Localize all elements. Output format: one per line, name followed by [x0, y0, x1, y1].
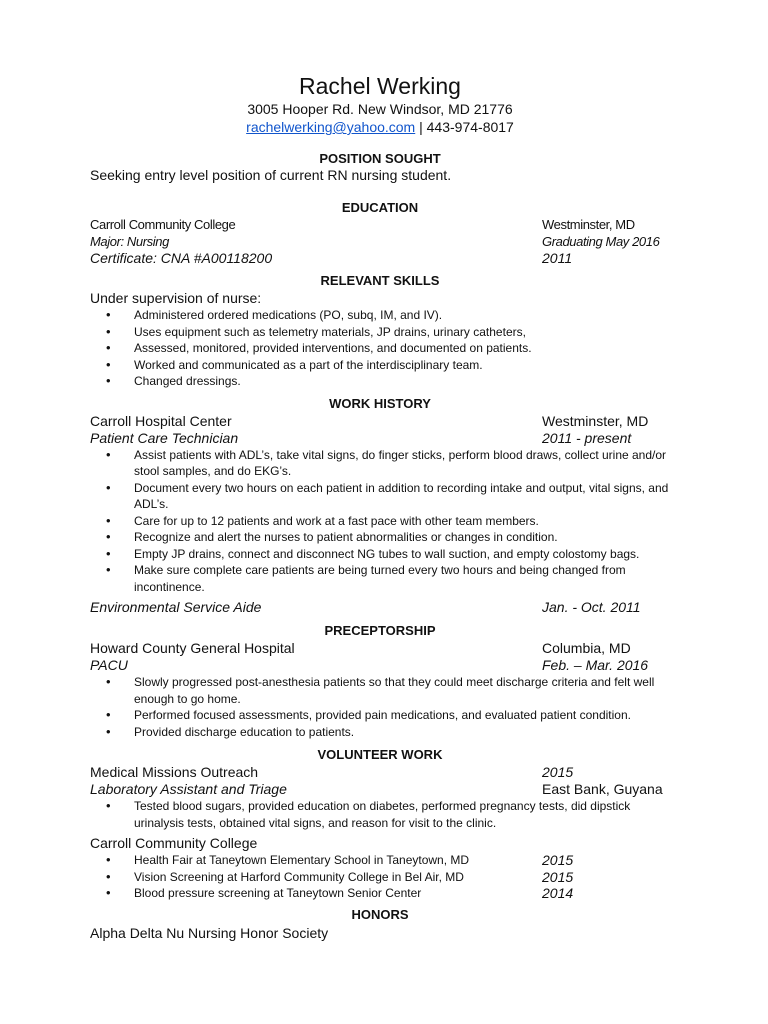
preceptorship-dates: Feb. – Mar. 2016: [542, 657, 649, 673]
volunteer-event-year: 2015: [542, 868, 574, 885]
education-row-major: [90, 233, 670, 250]
education-major: Major: Nursing: [90, 234, 169, 249]
volunteer-org-year: 2015: [542, 764, 574, 780]
section-heading-skills: RELEVANT SKILLS: [320, 273, 440, 288]
list-item: • Empty JP drains, connect and disconnect NG tubes to wall suction, and empty colostomy bags.: [134, 546, 670, 563]
work-employer: Carroll Hospital Center: [90, 412, 232, 429]
honors-text: Alpha Delta Nu Nursing Honor Society: [90, 924, 329, 941]
list-item: • Performed focused assessments, provided pain medications, and evaluated patient condition.: [134, 707, 670, 724]
preceptorship-row-unit: [90, 657, 670, 674]
list-item: • Tested blood sugars, provided education on diabetes, performed pregnancy tests, did dipstick urinalysis tests, obtained vital signs, and reason for visit to the clinic.: [134, 798, 670, 831]
preceptorship-list: [90, 674, 670, 740]
section-heading-education: EDUCATION: [341, 200, 419, 215]
education-graduating: Graduating May 2016: [542, 234, 660, 249]
work-title: Patient Care Technician: [90, 429, 239, 446]
skills-list: [90, 307, 670, 390]
list-item: • Provided discharge education to patients.: [134, 724, 670, 741]
section-heading-position: POSITION SOUGHT: [319, 151, 441, 166]
volunteer-org: Medical Missions Outreach: [90, 764, 259, 780]
education-row-certificate: [90, 250, 670, 267]
education-certificate: Certificate: CNA #A00118200: [90, 250, 273, 266]
list-item: • Slowly progressed post-anesthesia patients so that they could meet discharge criteria and felt well enough to go home.: [134, 674, 670, 707]
volunteer-event: • Health Fair at Taneytown Elementary School in Taneytown, MD: [134, 853, 470, 867]
preceptorship-unit: PACU: [90, 657, 128, 673]
resume-page: [90, 72, 670, 942]
preceptorship-hospital: Howard County General Hospital: [90, 640, 295, 656]
list-item: • Changed dressings.: [134, 373, 670, 390]
work-row-employer: [90, 413, 670, 430]
section-heading-volunteer: VOLUNTEER WORK: [317, 747, 443, 762]
list-item: • Worked and communicated as a part of the interdisciplinary team.: [134, 357, 670, 374]
list-item: • Care for up to 12 patients and work at a fast pace with other team members.: [134, 513, 670, 530]
preceptorship-row-hospital: [90, 640, 670, 657]
contact-line: [90, 118, 670, 136]
volunteer-college-list: [90, 852, 670, 902]
preceptorship-location: Columbia, MD: [542, 640, 631, 656]
list-item: • Make sure complete care patients are being turned every two hours and being changed from incontinence.: [134, 562, 670, 595]
list-item: • Assessed, monitored, provided interventions, and documented on patients.: [134, 340, 670, 357]
volunteer-event: • Blood pressure screening at Taneytown Senior Center: [134, 886, 422, 900]
section-heading-honors: HONORS: [351, 906, 409, 922]
volunteer-college: Carroll Community College: [90, 835, 258, 851]
list-item: • Administered ordered medications (PO, subq, IM, and IV).: [134, 307, 670, 324]
address-line: 3005 Hooper Rd. New Windsor, MD 21776: [247, 101, 513, 117]
work-dates: 2011 - present: [542, 429, 632, 446]
list-item: • Assist patients with ADL’s, take vital signs, do finger sticks, perform blood draws, collect urine and/or stool samples, and do EKG’s.: [134, 447, 670, 480]
volunteer-role: Laboratory Assistant and Triage: [90, 781, 287, 797]
education-row-school: [90, 216, 670, 233]
work-row-second: [90, 599, 670, 616]
volunteer-event-year: 2014: [542, 885, 574, 901]
work-second-dates: Jan. - Oct. 2011: [542, 599, 641, 615]
education-school: Carroll Community College: [90, 217, 236, 232]
volunteer-role-location: East Bank, Guyana: [542, 781, 663, 797]
volunteer-event: • Vision Screening at Harford Community College in Bel Air, MD: [134, 869, 464, 884]
list-item: • Recognize and alert the nurses to patient abnormalities or changes in condition.: [134, 529, 670, 546]
skills-intro: Under supervision of nurse:: [90, 290, 262, 306]
education-location: Westminster, MD: [542, 217, 635, 232]
list-item: [134, 885, 670, 902]
volunteer-list: [90, 798, 670, 831]
phone-text: | 443-974-8017: [415, 119, 514, 135]
work-location: Westminster, MD: [542, 412, 649, 429]
email-link[interactable]: rachelwerking@yahoo.com: [246, 119, 416, 135]
section-heading-preceptorship: PRECEPTORSHIP: [324, 623, 436, 638]
position-text: Seeking entry level position of current RN nursing student.: [90, 167, 452, 183]
work-row-title: [90, 430, 670, 447]
education-cert-year: 2011: [542, 250, 573, 266]
section-heading-work: WORK HISTORY: [329, 395, 431, 411]
list-item: [134, 869, 670, 886]
list-item: • Document every two hours on each patient in addition to recording intake and output, vital signs, and ADL’s.: [134, 480, 670, 513]
resume-name: Rachel Werking: [299, 73, 461, 99]
work-duties-list: [90, 447, 670, 596]
list-item: • Uses equipment such as telemetry materials, JP drains, urinary catheters,: [134, 324, 670, 341]
volunteer-row-role: [90, 781, 670, 798]
work-second-title: Environmental Service Aide: [90, 599, 262, 615]
list-item: [134, 852, 670, 869]
volunteer-row-org: [90, 764, 670, 781]
volunteer-event-year: 2015: [542, 852, 574, 868]
